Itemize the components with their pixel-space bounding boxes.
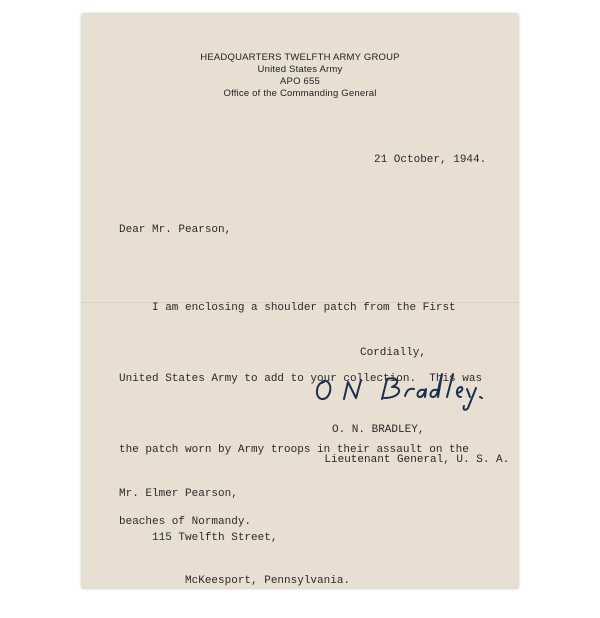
letterhead — [82, 52, 518, 100]
signatory-name: O. N. BRADLEY, — [332, 424, 425, 436]
addressee-line: Mr. Elmer Pearson, — [119, 488, 238, 500]
addressee-line: 115 Twelfth Street, — [119, 531, 278, 544]
salutation: Dear Mr. Pearson, — [119, 224, 232, 236]
letter-sheet — [82, 14, 518, 588]
closing: Cordially, — [360, 347, 427, 359]
addressee-line: McKeesport, Pennsylvania. — [119, 575, 351, 587]
body-line: beaches of Normandy. — [119, 515, 252, 528]
body-line: United States Army to add to your collection. This was — [119, 372, 483, 385]
addressee-block — [119, 458, 350, 618]
body-line: the patch worn by Army troops in their assault on the — [119, 444, 469, 457]
letterhead-line-1: HEADQUARTERS TWELFTH ARMY GROUP — [200, 52, 400, 63]
body-line: I am enclosing a shoulder patch from the First — [119, 301, 456, 314]
signatory-title: Lieutenant General, U. S. A. — [324, 454, 510, 466]
letter-date: 21 October, 1944. — [374, 154, 487, 166]
letterhead-line-3: APO 655 — [280, 76, 320, 87]
letterhead-line-4: Office of the Commanding General — [223, 88, 377, 99]
letterhead-line-2: United States Army — [257, 64, 343, 75]
